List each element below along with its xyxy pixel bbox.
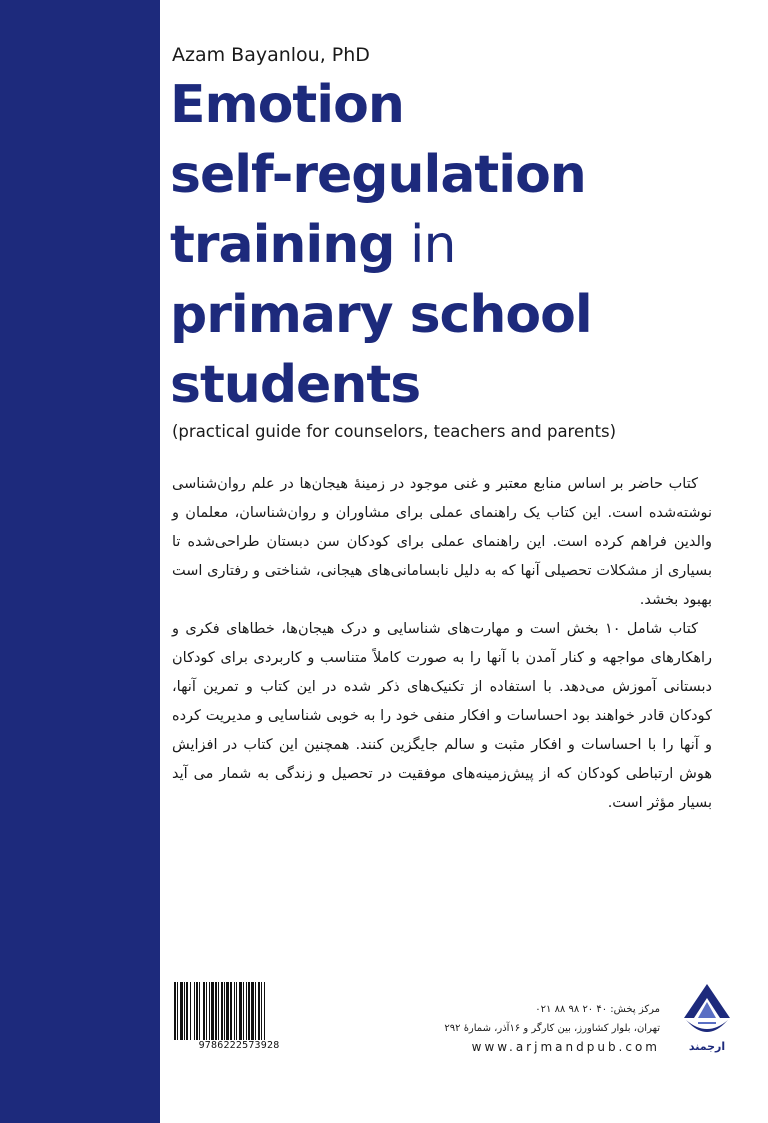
barcode-bar <box>226 982 229 1040</box>
barcode-bar <box>255 982 256 1040</box>
publisher-website: www.arjmandpub.com <box>471 1040 660 1054</box>
barcode-bar <box>177 982 178 1040</box>
barcode-bar <box>203 982 205 1040</box>
barcode-bar <box>251 982 254 1040</box>
barcode-bar <box>261 982 262 1040</box>
title-line: training in <box>170 215 456 275</box>
title-line: primary school <box>170 285 592 345</box>
barcode-bar <box>194 982 195 1040</box>
barcode-bar <box>224 982 225 1040</box>
back-cover-blurb <box>172 470 712 818</box>
barcode-bar <box>246 982 247 1040</box>
title-line: students <box>170 355 421 415</box>
barcode-bar <box>243 982 244 1040</box>
barcode-bar <box>184 982 185 1040</box>
isbn-digits: 9786222573928 <box>198 1040 280 1051</box>
barcode-bar <box>196 982 198 1040</box>
book-spine <box>0 0 160 1123</box>
barcode-bar <box>218 982 219 1040</box>
barcode-bar <box>264 982 265 1040</box>
title-line: Emotion <box>170 75 404 135</box>
barcode-bar <box>174 982 176 1040</box>
author-name: Azam Bayanlou, PhD <box>172 44 370 66</box>
barcode-bar <box>248 982 250 1040</box>
barcode-bar <box>236 982 237 1040</box>
barcode-bar <box>209 982 210 1040</box>
publisher-logo-name: ارجمند <box>688 1040 726 1053</box>
barcode-bar <box>239 982 242 1040</box>
barcode-bar <box>211 982 214 1040</box>
title-line: self-regulation <box>170 145 586 205</box>
barcode-bar <box>180 982 183 1040</box>
barcode-bar <box>215 982 217 1040</box>
barcode-bar <box>221 982 223 1040</box>
publisher-address: تهران، بلوار کشاورز، بین کارگر و ۱۶آذر، شمارهٔ ۲۹۲ <box>444 1023 660 1034</box>
book-title <box>170 70 755 420</box>
barcode-icon <box>172 982 306 1040</box>
blurb-paragraph: کتاب حاضر بر اساس منابع معتبر و غنی موجود در زمینهٔ هیجان‌ها در علم روان‌شناسی نوشته‌شده است. این کتاب یک راهنمای عملی برای مشاوران و روان‌شناسان، معلمان و والدین فراهم کرده است. این راهنمای عملی برای کودکان سن دبستان طراحی‌شده تا بسیاری از مشکلات تحصیلی آنها که به دلیل نابسامانی‌های هیجانی، شناختی و رفتاری است بهبود بخشد. <box>172 476 712 608</box>
book-subtitle: (practical guide for counselors, teachers and parents) <box>172 422 617 441</box>
publisher-info <box>430 1000 660 1057</box>
blurb-paragraph: کتاب شامل ۱۰ بخش است و مهارت‌های شناسایی و درک هیجان‌ها، خطاهای فکری و راهکارهای مواجهه و کنار آمدن با آنها را به صورت کاملاً متناسب و کاربردی برای کودکان دبستانی آموزش می‌دهد. با استفاده از تکنیک‌های ذکر شده در این کتاب و تمرین آنها، کودکان قادر خواهند بود احساسات و افکار منفی خود را به خوبی شناسایی و مدیریت کرده و آنها را با احساسات و افکار مثبت و سالم جایگزین کنند. همچنین این کتاب در افزایش هوش ارتباطی کودکان که از پیش‌زمینه‌های موفقیت در تحصیل و زندگی به شمار می آید بسیار مؤثر است. <box>172 621 712 811</box>
publisher-phone: مرکز پخش: ۴۰ ۲۰ ۹۸ ۸۸ ۰۲۱ <box>535 1004 660 1015</box>
isbn-barcode <box>172 982 306 1054</box>
barcode-bar <box>234 982 235 1040</box>
barcode-bar <box>199 982 200 1040</box>
barcode-bar <box>258 982 260 1040</box>
barcode-bar <box>230 982 232 1040</box>
barcode-bar <box>186 982 188 1040</box>
barcode-bar <box>190 982 191 1040</box>
barcode-bar <box>206 982 207 1040</box>
